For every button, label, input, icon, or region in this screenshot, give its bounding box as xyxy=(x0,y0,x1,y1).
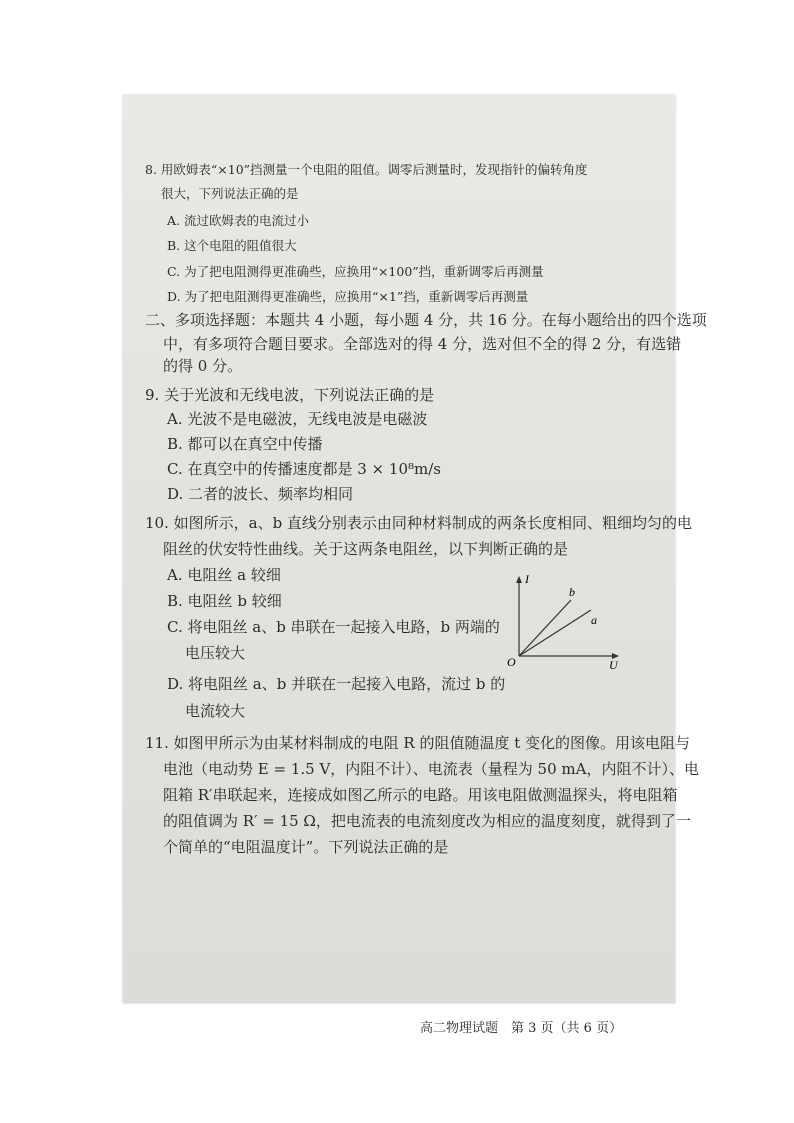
q9-option-b: B. 都可以在真空中传播 xyxy=(167,435,323,453)
exam-paper xyxy=(123,95,707,1036)
page-footer: 高二物理试题 第 3 页（共 6 页） xyxy=(420,1021,623,1036)
u-axis-label: U xyxy=(609,658,618,672)
q10-option-d-line-1: D. 将电阻丝 a、b 并联在一起接入电路，流过 b 的 xyxy=(167,675,506,693)
q10-option-b: B. 电阻丝 b 较细 xyxy=(167,592,282,610)
origin-label: O xyxy=(507,655,516,669)
q9-option-c: C. 在真空中的传播速度都是 3 × 10⁸m/s xyxy=(167,460,441,478)
i-axis-arrow xyxy=(516,576,522,583)
q8-stem-line-2: 很大，下列说法正确的是 xyxy=(161,186,299,201)
section-2-line-2: 中，有多项符合题目要求。全部选对的得 4 分，选对但不全的得 2 分，有选错 xyxy=(163,335,682,353)
q8-option-c: C. 为了把电阻测得更准确些，应换用“×100”挡，重新调零后再测量 xyxy=(167,264,544,279)
q8-stem-line-1: 8. 用欧姆表“×10”挡测量一个电阻的阻值。调零后测量时，发现指针的偏转角度 xyxy=(145,162,588,177)
q11-line-2: 电池（电动势 E = 1.5 V，内阻不计）、电流表（量程为 50 mA，内阻不计）、电 xyxy=(163,760,699,778)
iu-characteristic-graph xyxy=(505,572,625,672)
q8-option-a: A. 流过欧姆表的电流过小 xyxy=(167,213,309,228)
q10-stem-line-2: 阻丝的伏安特性曲线。关于这两条电阻丝，以下判断正确的是 xyxy=(163,540,569,558)
q11-line-3: 阻箱 R′串联起来，连接成如图乙所示的电路。用该电阻做测温探头，将电阻箱 xyxy=(163,786,678,804)
q10-option-d-line-2: 电流较大 xyxy=(185,702,246,720)
q8-option-b: B. 这个电阻的阻值很大 xyxy=(167,238,297,253)
section-2-line-3: 的得 0 分。 xyxy=(163,357,243,375)
line-a-label: a xyxy=(591,613,597,627)
q10-stem-line-1: 10. 如图所示，a、b 直线分别表示由同种材料制成的两条长度相同、粗细均匀的电 xyxy=(145,514,692,532)
q10-option-a: A. 电阻丝 a 较细 xyxy=(167,566,281,584)
q9-option-a: A. 光波不是电磁波，无线电波是电磁波 xyxy=(167,410,428,428)
q9-stem: 9. 关于光波和无线电波，下列说法正确的是 xyxy=(145,386,435,404)
q8-option-d: D. 为了把电阻测得更准确些，应换用“×1”挡，重新调零后再测量 xyxy=(167,289,529,304)
q10-option-c-line-1: C. 将电阻丝 a、b 串联在一起接入电路，b 两端的 xyxy=(167,618,500,636)
section-2-line-1: 二、多项选择题：本题共 4 小题，每小题 4 分，共 16 分。在每小题给出的四个选项 xyxy=(145,311,707,329)
q9-option-d: D. 二者的波长、频率均相同 xyxy=(167,485,354,503)
q11-line-5: 个简单的“电阻温度计”。下列说法正确的是 xyxy=(163,838,449,856)
q10-option-c-line-2: 电压较大 xyxy=(185,644,246,662)
line-b-label: b xyxy=(569,585,575,599)
q11-line-1: 11. 如图甲所示为由某材料制成的电阻 R 的阻值随温度 t 变化的图像。用该电阻与 xyxy=(145,734,691,752)
i-axis-label: I xyxy=(525,572,529,586)
q11-line-4: 的阻值调为 R′ = 15 Ω，把电流表的电流刻度改为相应的温度刻度，就得到了一 xyxy=(163,812,691,830)
